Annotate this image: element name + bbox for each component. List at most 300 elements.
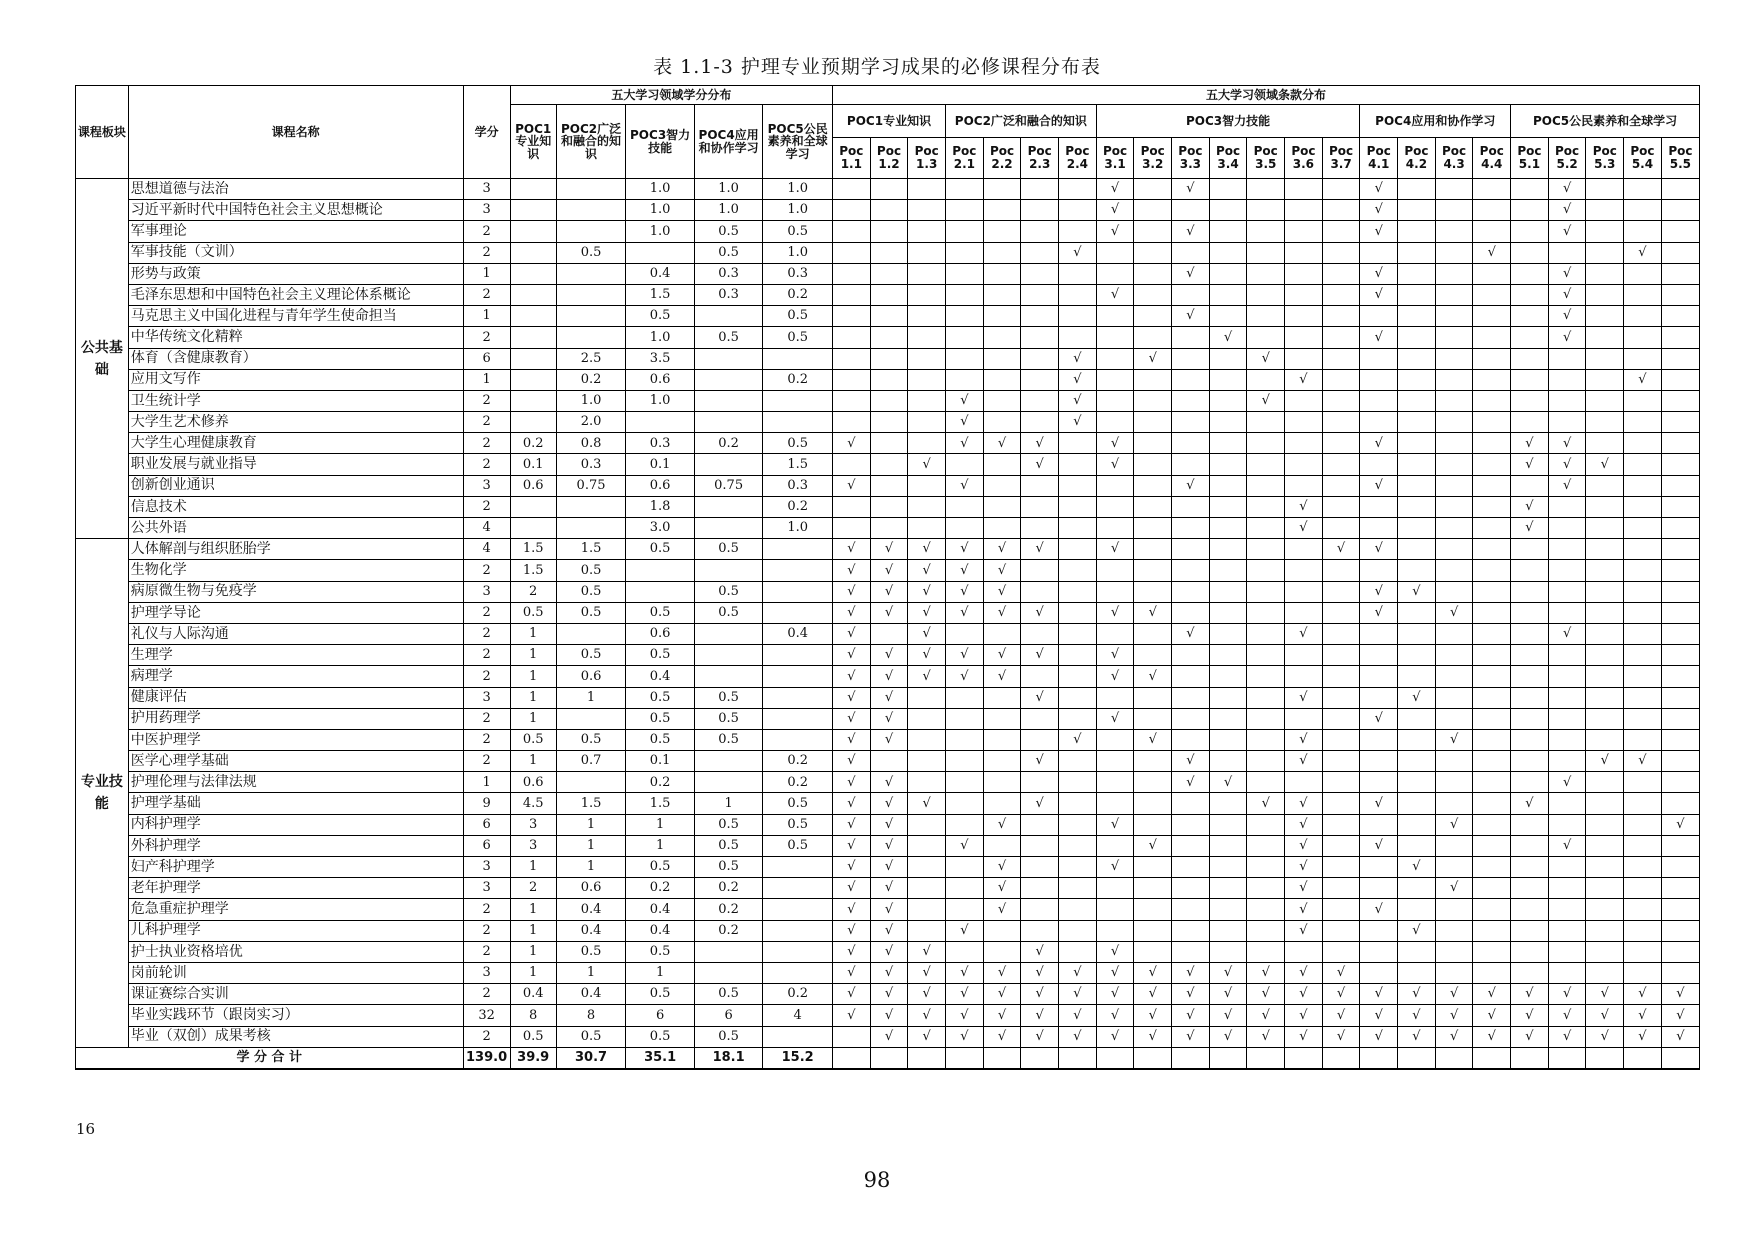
poc-clause-cell <box>1021 284 1059 305</box>
poc-clause-cell <box>1096 899 1134 920</box>
poc-clause-cell: √ <box>1661 1005 1699 1026</box>
poc-clause-cell: √ <box>946 1026 984 1047</box>
poc-credit-cell <box>626 560 695 581</box>
poc-clause-cell <box>908 263 946 284</box>
credits-cell: 3 <box>463 200 510 221</box>
course-name: 毕业（双创）成果考核 <box>128 1026 463 1047</box>
poc-clause-cell <box>1059 327 1097 348</box>
poc-clause-cell: √ <box>833 899 871 920</box>
poc-clause-cell <box>1586 518 1624 539</box>
poc-clause-cell <box>1473 560 1511 581</box>
poc-clause-cell <box>1548 348 1586 369</box>
poc-clause-cell <box>1511 878 1549 899</box>
course-name: 信息技术 <box>128 496 463 517</box>
poc-clause-cell <box>1624 708 1662 729</box>
poc-clause-cell: √ <box>1209 1005 1247 1026</box>
poc-clause-cell: √ <box>946 920 984 941</box>
poc-credit-cell: 0.5 <box>694 242 763 263</box>
poc-clause-cell <box>1021 857 1059 878</box>
poc-clause-cell <box>983 221 1021 242</box>
poc-clause-cell <box>1059 602 1097 623</box>
poc-clause-cell <box>1096 581 1134 602</box>
poc-clause-cell: √ <box>1322 1005 1360 1026</box>
poc-clause-cell <box>1435 708 1473 729</box>
poc-clause-cell <box>1209 941 1247 962</box>
poc-clause-cell <box>1322 496 1360 517</box>
poc-credit-cell <box>556 327 626 348</box>
poc-clause-cell: √ <box>870 984 908 1005</box>
poc-clause-cell <box>1360 920 1398 941</box>
poc-clause-cell <box>1322 454 1360 475</box>
credits-cell: 2 <box>463 899 510 920</box>
total-clause-cell <box>1511 1047 1549 1069</box>
poc-clause-cell: √ <box>1398 984 1436 1005</box>
poc-clause-cell: √ <box>1247 1026 1285 1047</box>
poc-credit-cell: 0.5 <box>556 242 626 263</box>
poc-clause-cell <box>908 496 946 517</box>
poc-clause-cell <box>1511 623 1549 644</box>
table-row <box>76 242 1700 263</box>
poc-clause-cell <box>1096 920 1134 941</box>
poc-clause-cell <box>1435 687 1473 708</box>
poc-clause-cell <box>1096 327 1134 348</box>
poc-clause-cell <box>1435 539 1473 560</box>
poc-clause-cell <box>1624 327 1662 348</box>
poc-clause-cell <box>908 751 946 772</box>
poc-clause-cell <box>1473 263 1511 284</box>
poc-clause-cell <box>1398 814 1436 835</box>
poc-clause-cell: √ <box>1586 751 1624 772</box>
poc-credit-cell <box>556 263 626 284</box>
poc-clause-cell <box>1322 306 1360 327</box>
poc-clause-cell: √ <box>1096 645 1134 666</box>
poc-clause-cell <box>1247 645 1285 666</box>
poc-clause-cell <box>1209 284 1247 305</box>
poc-credit-cell <box>694 454 763 475</box>
header-poc-group-3: POC3智力技能 <box>1096 105 1360 138</box>
poc-clause-cell <box>1548 878 1586 899</box>
poc-clause-cell: √ <box>1096 454 1134 475</box>
poc-credit-cell: 0.5 <box>694 602 763 623</box>
table-row <box>76 369 1700 390</box>
poc-clause-cell: √ <box>1624 1026 1662 1047</box>
poc-clause-cell <box>1398 962 1436 983</box>
poc-clause-cell <box>1322 369 1360 390</box>
poc-clause-cell <box>1624 623 1662 644</box>
course-name: 儿科护理学 <box>128 920 463 941</box>
poc-clause-cell <box>1322 433 1360 454</box>
poc-clause-cell: √ <box>1398 687 1436 708</box>
poc-clause-cell <box>1435 390 1473 411</box>
poc-clause-cell: √ <box>1285 496 1323 517</box>
poc-clause-cell <box>870 518 908 539</box>
poc-credit-cell: 0.3 <box>694 263 763 284</box>
poc-clause-cell <box>1435 306 1473 327</box>
course-name: 思想道德与法治 <box>128 179 463 200</box>
poc-clause-cell <box>946 348 984 369</box>
table-row <box>76 263 1700 284</box>
poc-credit-cell: 0.5 <box>556 729 626 750</box>
poc-clause-cell <box>983 263 1021 284</box>
course-name: 形势与政策 <box>128 263 463 284</box>
course-name: 马克思主义中国化进程与青年学生使命担当 <box>128 306 463 327</box>
poc-clause-cell <box>1322 602 1360 623</box>
course-name: 大学生艺术修养 <box>128 412 463 433</box>
poc-clause-cell <box>1360 878 1398 899</box>
poc-clause-cell: √ <box>908 984 946 1005</box>
poc-clause-cell <box>946 306 984 327</box>
poc-clause-cell <box>1172 454 1210 475</box>
poc-clause-cell <box>1247 729 1285 750</box>
poc-credit-cell <box>694 369 763 390</box>
course-name: 毕业实践环节（跟岗实习） <box>128 1005 463 1026</box>
poc-clause-cell <box>908 433 946 454</box>
poc-clause-cell: √ <box>983 984 1021 1005</box>
course-name: 人体解剖与组织胚胎学 <box>128 539 463 560</box>
poc-clause-cell <box>1322 645 1360 666</box>
poc-clause-cell <box>1322 623 1360 644</box>
poc-clause-cell <box>1134 623 1172 644</box>
poc-clause-cell <box>1096 772 1134 793</box>
poc-clause-cell <box>1398 878 1436 899</box>
poc-clause-cell: √ <box>1398 920 1436 941</box>
poc-clause-cell <box>1096 623 1134 644</box>
poc-clause-cell <box>1661 348 1699 369</box>
poc-clause-cell: √ <box>1096 433 1134 454</box>
poc-clause-cell <box>908 179 946 200</box>
poc-clause-cell <box>946 814 984 835</box>
poc-clause-cell <box>1398 899 1436 920</box>
poc-clause-cell <box>1398 390 1436 411</box>
poc-clause-cell <box>1624 687 1662 708</box>
poc-credit-cell: 1 <box>510 666 556 687</box>
poc-clause-cell <box>1134 390 1172 411</box>
poc-credit-cell: 0.5 <box>556 1026 626 1047</box>
poc-clause-cell <box>1360 729 1398 750</box>
poc-clause-cell <box>870 475 908 496</box>
poc-clause-cell <box>1624 518 1662 539</box>
poc-clause-cell: √ <box>1059 1005 1097 1026</box>
credits-cell: 2 <box>463 984 510 1005</box>
poc-clause-cell: √ <box>870 539 908 560</box>
poc-clause-cell <box>1322 793 1360 814</box>
poc-credit-cell <box>694 751 763 772</box>
poc-clause-cell <box>1661 327 1699 348</box>
poc-clause-cell <box>1586 242 1624 263</box>
poc-clause-cell <box>1209 751 1247 772</box>
poc-credit-cell: 0.5 <box>626 687 695 708</box>
poc-clause-cell <box>1059 518 1097 539</box>
poc-clause-cell <box>1586 602 1624 623</box>
poc-clause-cell: √ <box>908 666 946 687</box>
total-clause-cell <box>1661 1047 1699 1069</box>
poc-clause-cell: √ <box>983 1005 1021 1026</box>
poc-clause-cell <box>833 306 871 327</box>
poc-clause-cell: √ <box>870 581 908 602</box>
credits-cell: 2 <box>463 1026 510 1047</box>
poc-clause-cell: √ <box>1548 623 1586 644</box>
poc-clause-cell <box>1134 560 1172 581</box>
poc-clause-cell: √ <box>833 751 871 772</box>
poc-clause-cell <box>1548 729 1586 750</box>
poc-clause-cell <box>1172 518 1210 539</box>
poc-clause-cell <box>1398 306 1436 327</box>
footer-page-number: 98 <box>863 1168 891 1192</box>
poc-clause-cell <box>1021 263 1059 284</box>
poc-clause-cell <box>1322 899 1360 920</box>
poc-clause-cell <box>833 412 871 433</box>
poc-credit-cell <box>510 412 556 433</box>
course-name: 外科护理学 <box>128 835 463 856</box>
poc-clause-cell <box>1624 539 1662 560</box>
poc-credit-cell: 4 <box>763 1005 833 1026</box>
poc-clause-cell: √ <box>1172 984 1210 1005</box>
poc-clause-cell <box>1172 284 1210 305</box>
poc-clause-cell <box>870 179 908 200</box>
poc-clause-cell <box>1548 496 1586 517</box>
poc-clause-cell <box>1661 284 1699 305</box>
poc-credit-cell: 1.0 <box>626 327 695 348</box>
poc-clause-cell <box>1096 369 1134 390</box>
poc-clause-cell <box>983 835 1021 856</box>
poc-clause-cell <box>1661 645 1699 666</box>
poc-clause-cell <box>1360 518 1398 539</box>
poc-credit-cell: 0.5 <box>626 941 695 962</box>
poc-credit-cell: 0.5 <box>626 729 695 750</box>
poc-clause-cell <box>1624 920 1662 941</box>
poc-clause-cell <box>946 772 984 793</box>
poc-clause-cell <box>983 623 1021 644</box>
poc-clause-cell <box>1021 920 1059 941</box>
poc-clause-cell <box>1021 729 1059 750</box>
poc-credit-cell <box>694 666 763 687</box>
poc-clause-cell: √ <box>1172 1005 1210 1026</box>
header-subcol: Poc 3.6 <box>1285 138 1323 179</box>
poc-clause-cell <box>1172 348 1210 369</box>
poc-clause-cell: √ <box>1021 645 1059 666</box>
poc-clause-cell: √ <box>833 1005 871 1026</box>
course-name: 岗前轮训 <box>128 962 463 983</box>
header-credit-group: 五大学习领域学分分布 <box>510 86 832 105</box>
credits-cell: 2 <box>463 666 510 687</box>
poc-clause-cell <box>1059 772 1097 793</box>
poc-credit-cell: 0.5 <box>694 708 763 729</box>
poc-clause-cell <box>1473 878 1511 899</box>
total-clause-cell <box>1548 1047 1586 1069</box>
poc-clause-cell <box>1021 221 1059 242</box>
poc-clause-cell <box>1398 623 1436 644</box>
poc-clause-cell: √ <box>1172 475 1210 496</box>
poc-clause-cell <box>870 433 908 454</box>
poc-clause-cell <box>1473 369 1511 390</box>
header-poc-group-4: POC4应用和协作学习 <box>1360 105 1511 138</box>
poc-clause-cell <box>908 412 946 433</box>
course-name: 职业发展与就业指导 <box>128 454 463 475</box>
poc-clause-cell: √ <box>1285 369 1323 390</box>
poc-clause-cell: √ <box>1096 1026 1134 1047</box>
poc-clause-cell <box>1398 560 1436 581</box>
poc-clause-cell <box>1322 179 1360 200</box>
poc-credit-cell: 1 <box>694 793 763 814</box>
poc-credit-cell: 0.8 <box>556 433 626 454</box>
poc-clause-cell <box>1209 835 1247 856</box>
poc-clause-cell <box>1096 475 1134 496</box>
poc-credit-cell: 1.0 <box>763 179 833 200</box>
module-cell: 公共基础 <box>76 179 129 539</box>
poc-clause-cell <box>1586 687 1624 708</box>
poc-clause-cell: √ <box>1285 962 1323 983</box>
poc-clause-cell: √ <box>1059 348 1097 369</box>
poc-clause-cell: √ <box>1511 518 1549 539</box>
poc-clause-cell: √ <box>1360 263 1398 284</box>
poc-clause-cell <box>1398 179 1436 200</box>
poc-clause-cell <box>1209 793 1247 814</box>
poc-clause-cell <box>1285 306 1323 327</box>
poc-credit-cell: 0.5 <box>626 645 695 666</box>
poc-clause-cell: √ <box>833 835 871 856</box>
poc-clause-cell <box>1247 179 1285 200</box>
course-name: 体育（含健康教育） <box>128 348 463 369</box>
poc-clause-cell: √ <box>1360 539 1398 560</box>
poc-clause-cell <box>1134 263 1172 284</box>
poc-clause-cell: √ <box>833 645 871 666</box>
poc-clause-cell <box>1548 242 1586 263</box>
poc-clause-cell <box>1586 878 1624 899</box>
poc-credit-cell <box>763 708 833 729</box>
credits-cell: 2 <box>463 454 510 475</box>
poc-credit-cell <box>510 242 556 263</box>
poc-clause-cell <box>1322 708 1360 729</box>
poc-clause-cell <box>1134 878 1172 899</box>
poc-clause-cell <box>1586 623 1624 644</box>
poc-clause-cell <box>1398 729 1436 750</box>
poc-clause-cell <box>1586 560 1624 581</box>
poc-clause-cell <box>1096 348 1134 369</box>
poc-clause-cell: √ <box>983 1026 1021 1047</box>
poc-clause-cell <box>1322 390 1360 411</box>
poc-clause-cell <box>1134 772 1172 793</box>
poc-clause-cell <box>1661 793 1699 814</box>
poc-credit-cell <box>556 200 626 221</box>
poc-clause-cell <box>1624 899 1662 920</box>
poc-credit-cell: 0.3 <box>626 433 695 454</box>
header-poc-group-5: POC5公民素养和全球学习 <box>1511 105 1700 138</box>
poc-clause-cell: √ <box>1360 793 1398 814</box>
poc-clause-cell <box>1435 645 1473 666</box>
header-subcol: Poc 2.1 <box>946 138 984 179</box>
poc-credit-cell: 0.3 <box>763 475 833 496</box>
poc-clause-cell <box>1548 941 1586 962</box>
poc-clause-cell <box>1473 221 1511 242</box>
poc-clause-cell <box>983 729 1021 750</box>
poc-clause-cell <box>1172 200 1210 221</box>
poc-clause-cell <box>1096 729 1134 750</box>
poc-clause-cell <box>1661 475 1699 496</box>
poc-clause-cell <box>1586 306 1624 327</box>
poc-credit-cell: 0.5 <box>510 729 556 750</box>
poc-clause-cell <box>1661 857 1699 878</box>
poc-clause-cell: √ <box>1360 327 1398 348</box>
poc-credit-cell: 1 <box>510 623 556 644</box>
poc-clause-cell <box>1096 496 1134 517</box>
poc-clause-cell: √ <box>870 708 908 729</box>
poc-clause-cell <box>1548 412 1586 433</box>
poc-clause-cell <box>1322 857 1360 878</box>
course-name: 礼仪与人际沟通 <box>128 623 463 644</box>
poc-clause-cell: √ <box>1285 793 1323 814</box>
poc-clause-cell <box>833 496 871 517</box>
poc-clause-cell <box>1247 327 1285 348</box>
poc-clause-cell: √ <box>983 962 1021 983</box>
credits-cell: 2 <box>463 242 510 263</box>
poc-clause-cell <box>870 284 908 305</box>
poc-clause-cell <box>908 518 946 539</box>
poc-clause-cell <box>1548 581 1586 602</box>
poc-clause-cell: √ <box>1511 454 1549 475</box>
poc-clause-cell <box>1134 284 1172 305</box>
poc-clause-cell <box>908 899 946 920</box>
total-clause-cell <box>1435 1047 1473 1069</box>
poc-clause-cell <box>908 878 946 899</box>
poc-clause-cell <box>1360 814 1398 835</box>
poc-clause-cell <box>1586 539 1624 560</box>
poc-clause-cell <box>1134 793 1172 814</box>
poc-clause-cell <box>983 793 1021 814</box>
poc-clause-cell: √ <box>983 433 1021 454</box>
poc-clause-cell: √ <box>1021 1005 1059 1026</box>
poc-clause-cell: √ <box>1398 1026 1436 1047</box>
poc-clause-cell <box>1586 179 1624 200</box>
poc-credit-cell: 3 <box>510 814 556 835</box>
poc-clause-cell: √ <box>908 962 946 983</box>
table-row <box>76 772 1700 793</box>
poc-clause-cell: √ <box>1021 984 1059 1005</box>
poc-clause-cell <box>833 369 871 390</box>
poc-clause-cell <box>870 751 908 772</box>
poc-clause-cell: √ <box>946 539 984 560</box>
poc-credit-cell: 0.5 <box>763 221 833 242</box>
poc-clause-cell: √ <box>1548 835 1586 856</box>
poc-clause-cell: √ <box>1209 772 1247 793</box>
poc-clause-cell: √ <box>1285 857 1323 878</box>
poc-clause-cell <box>1398 708 1436 729</box>
poc-credit-cell <box>556 708 626 729</box>
poc-credit-cell <box>763 920 833 941</box>
poc-clause-cell <box>1172 920 1210 941</box>
poc-clause-cell <box>946 687 984 708</box>
poc-clause-cell <box>1172 602 1210 623</box>
poc-clause-cell <box>1511 857 1549 878</box>
total-label: 学 分 合 计 <box>76 1047 464 1069</box>
poc-clause-cell <box>1511 920 1549 941</box>
poc-clause-cell: √ <box>1285 878 1323 899</box>
header-subcol: Poc 3.2 <box>1134 138 1172 179</box>
poc-clause-cell: √ <box>1134 729 1172 750</box>
poc-clause-cell: √ <box>1021 433 1059 454</box>
poc-clause-cell <box>1172 835 1210 856</box>
poc-clause-cell <box>983 687 1021 708</box>
poc-clause-cell <box>1473 857 1511 878</box>
poc-credit-cell: 0.2 <box>694 878 763 899</box>
poc-credit-cell: 1.0 <box>694 179 763 200</box>
poc-clause-cell <box>983 327 1021 348</box>
poc-clause-cell: √ <box>1661 984 1699 1005</box>
poc-clause-cell <box>1473 814 1511 835</box>
credits-cell: 2 <box>463 751 510 772</box>
credits-cell: 2 <box>463 412 510 433</box>
poc-clause-cell <box>1435 835 1473 856</box>
poc-clause-cell: √ <box>870 941 908 962</box>
